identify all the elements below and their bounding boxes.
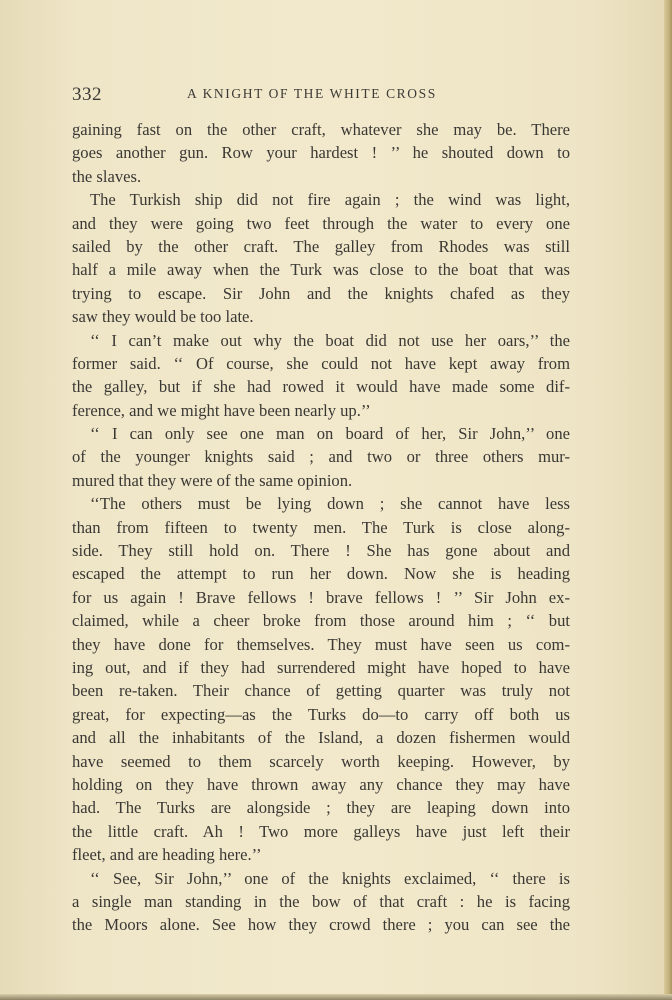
text-line: escaped the attempt to run her down. Now she is heading [72,564,570,584]
text-line: a single man standing in the bow of that craft : he is facing [72,891,570,911]
text-line: of the younger knights said ; and two or three others mur- [72,447,570,467]
text-line: trying to escape. Sir John and the knights chafed as they [72,283,570,303]
text-line: side. They still hold on. There ! She has gone about and [72,541,570,561]
page-header [72,84,572,108]
text-line: sailed by the other craft. The galley from Rhodes was still [72,236,570,256]
running-title: A KNIGHT OF THE WHITE CROSS [187,86,437,101]
page-edge-bottom [0,994,672,1000]
text-line: been re-taken. Their chance of getting quarter was truly not [72,681,570,701]
text-line: than from fifteen to twenty men. The Turk is close along- [72,517,570,537]
text-line: the Moors alone. See how they crowd there ; you can see the [72,915,570,935]
text-line: ference, and we might have been nearly up.’’ [72,400,371,420]
text-line: and all the inhabitants of the Island, a dozen fishermen would [72,728,570,748]
text-line: and they were going two feet through the water to every one [72,213,570,233]
text-line: ing out, and if they had surrendered might have hoped to have [72,657,570,677]
text-line: former said. ‘‘ Of course, she could not have kept away from [72,353,570,373]
text-line: ‘‘ See, Sir John,’’ one of the knights exclaimed, ‘‘ there is [90,868,570,888]
text-line: half a mile away when the Turk was close to the boat that was [72,260,570,280]
text-line: had. The Turks are alongside ; they are leaping down into [72,798,570,818]
text-line: The Turkish ship did not fire again ; the wind was light, [90,190,570,210]
text-line: the slaves. [72,166,142,186]
text-line: saw they would be too late. [72,307,254,327]
text-line: great, for expecting—as the Turks do—to carry off both us [72,704,570,724]
text-line: holding on they have thrown away any chance they may have [72,774,570,794]
text-line: for us again ! Brave fellows ! brave fellows ! ’’ Sir John ex- [72,587,570,607]
text-line: the galley, but if she had rowed it would have made some dif- [72,377,570,397]
text-line: ‘‘ I can only see one man on board of her, Sir John,’’ one [90,424,570,444]
text-line: mured that they were of the same opinion. [72,470,353,490]
text-line: gaining fast on the other craft, whatever she may be. There [72,120,570,139]
text-line: ‘‘The others must be lying down ; she cannot have less [90,494,570,514]
text-line: ‘‘ I can’t make out why the boat did not use her oars,’’ the [90,330,570,350]
body-text [72,118,570,937]
text-line: claimed, while a cheer broke from those around him ; ‘‘ but [72,611,570,631]
text-line: goes another gun. Row your hardest ! ’’ he shouted down to [72,143,570,163]
text-line: the little craft. Ah ! Two more galleys have just left their [72,821,570,841]
text-line: have seemed to them scarcely worth keeping. However, by [72,751,570,771]
page-edge-right [664,0,672,1000]
page-number: 332 [72,84,102,105]
text-line: they have done for themselves. They must have seen us com- [72,634,570,654]
text-line: fleet, and are heading here.’’ [72,845,262,865]
